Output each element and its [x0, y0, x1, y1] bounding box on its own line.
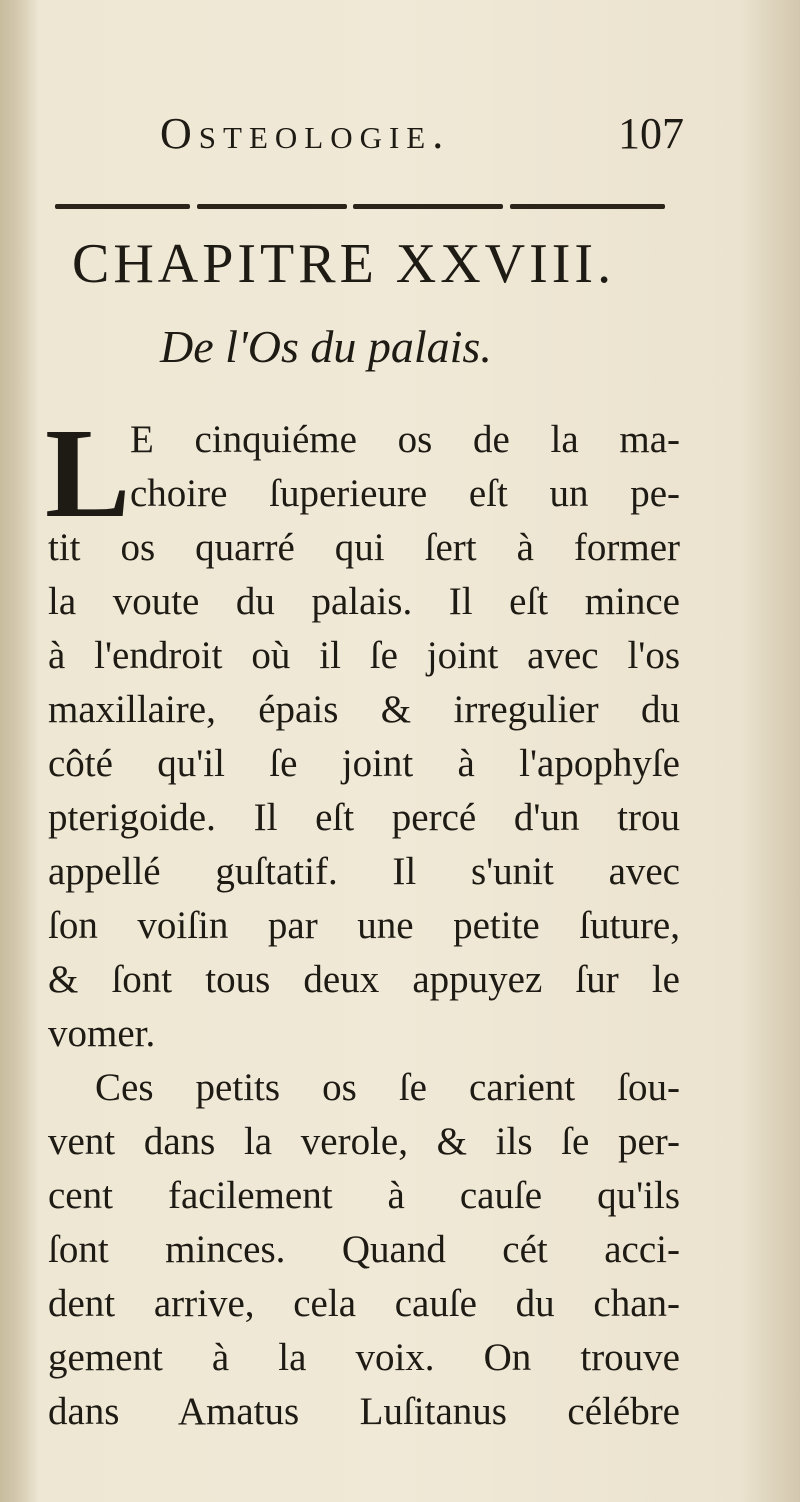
text-line: la voute du palais. Il eſt mince: [48, 580, 680, 623]
text-line: ſon voiſin par une petite ſuture,: [48, 904, 680, 947]
running-head-title: Osteologie.: [160, 109, 451, 158]
text-line: maxillaire, épais & irregulier du: [48, 688, 680, 731]
text-line: tit os quarré qui ſert à former: [48, 526, 680, 569]
text-line: dans Amatus Luſitanus célébre: [48, 1390, 680, 1433]
text-line: ſont minces. Quand cét acci-: [48, 1228, 680, 1271]
text-line: à l'endroit où il ſe joint avec l'os: [48, 634, 680, 677]
chapter-subtitle: De l'Os du palais.: [160, 321, 492, 372]
chapter-heading: CHAPITRE XXVIII.: [72, 233, 616, 295]
page-number: 107: [618, 109, 684, 158]
text-line: Ces petits os ſe carient ſou-: [95, 1066, 680, 1109]
text-line: dent arrive, cela cauſe du chan-: [48, 1282, 680, 1325]
text-line: E cinquiéme os de la ma-: [130, 418, 680, 461]
text-line: pterigoide. Il eſt percé d'un trou: [48, 796, 680, 839]
drop-cap: L: [45, 402, 131, 544]
text-line: côté qu'il ſe joint à l'apophyſe: [48, 742, 680, 785]
text-line: & ſont tous deux appuyez ſur le: [48, 958, 680, 1001]
text-line: choire ſuperieure eſt un pe-: [130, 472, 680, 515]
text-line: gement à la voix. On trouve: [48, 1336, 680, 1379]
text-line: vomer.: [48, 1012, 156, 1055]
text-line: cent facilement à cauſe qu'ils: [48, 1174, 680, 1217]
text-line: vent dans la verole, & ils ſe per-: [48, 1120, 680, 1163]
text-line: appellé guſtatif. Il s'unit avec: [48, 850, 680, 893]
